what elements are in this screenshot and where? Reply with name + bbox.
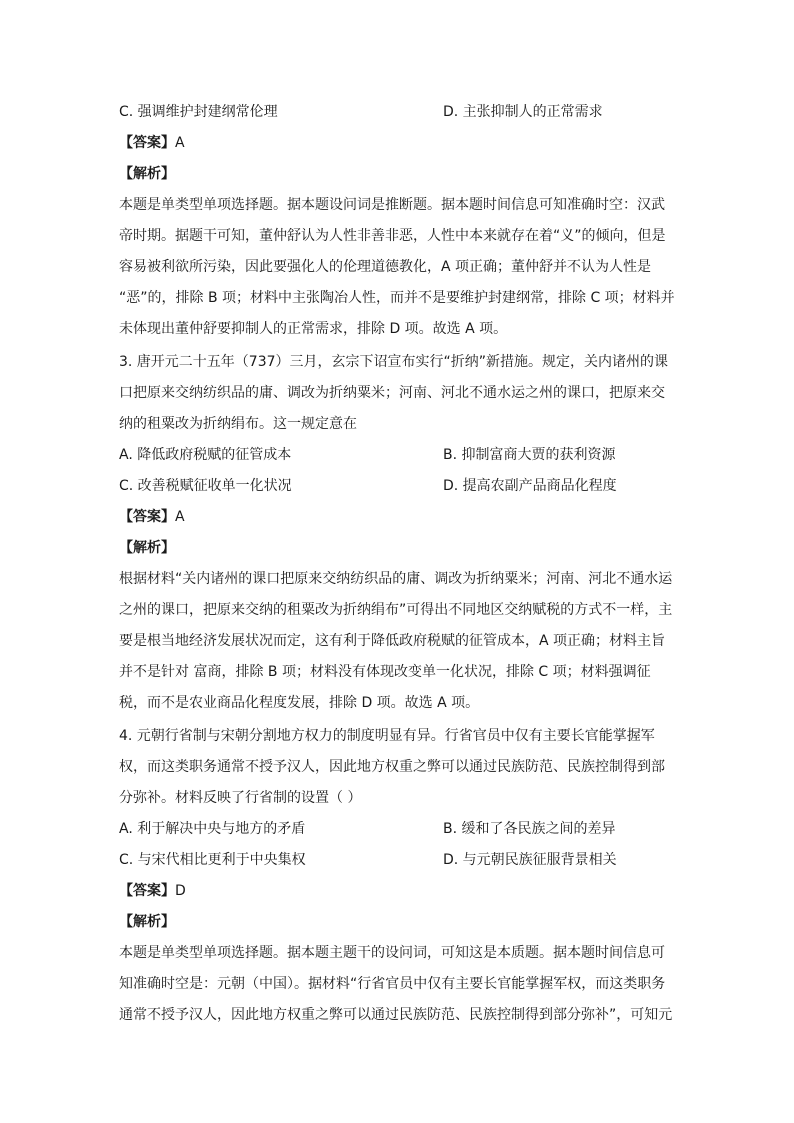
q3-answer — [119, 507, 185, 527]
q3-stem-line: 3. 唐开元二十五年（737）三月，玄宗下诏宣布实行“折纳”新措施。规定，关内诸州的课 — [119, 354, 669, 370]
answer-value: A — [175, 135, 185, 151]
q2-option-c: C. 强调维护封建纲常伦理 — [119, 104, 278, 120]
q4-analysis-label: 【解析】 — [119, 914, 175, 930]
q3-stem-line: 口把原来交纳纺织品的庸、调改为折纳粟米；河南、河北不通水运之州的课口，把原来交 — [119, 385, 665, 401]
q2-analysis-line: 帝时期。据题干可知，董仲舒认为人性非善非恶，人性中本来就存在着“义”的倾向，但是 — [119, 228, 666, 244]
q4-analysis-line: 本题是单类型单项选择题。据本题主题干的设问词，可知这是本质题。据本题时间信息可 — [119, 945, 665, 961]
answer-label: 【答案】 — [119, 883, 175, 899]
answer-value: A — [175, 509, 185, 525]
q3-analysis-line: 税，而不是农业商品化程度发展，排除 D 项。故选 A 项。 — [119, 695, 480, 711]
q2-answer — [119, 133, 185, 153]
q4-option-a: A. 利于解决中央与地方的矛盾 — [119, 821, 306, 837]
answer-value: D — [175, 883, 186, 899]
q4-option-d: D. 与元朝民族征服背景相关 — [443, 852, 617, 868]
q3-option-d: D. 提高农副产品商品化程度 — [443, 478, 617, 494]
q2-analysis-line: 未体现出董仲舒要抑制人的正常需求，排除 D 项。故选 A 项。 — [119, 321, 508, 337]
q4-option-b: B. 缓和了各民族之间的差异 — [443, 821, 616, 837]
q4-stem-line: 权，而这类职务通常不授予汉人，因此地方权重之弊可以通过民族防范、民族控制得到部 — [119, 759, 665, 775]
q4-option-c: C. 与宋代相比更利于中央集权 — [119, 852, 306, 868]
q4-analysis-line: 通常不授予汉人，因此地方权重之弊可以通过民族防范、民族控制得到部分弥补”，可知元 — [119, 1007, 673, 1023]
q2-analysis-label: 【解析】 — [119, 166, 175, 182]
q4-stem-line: 4. 元朝行省制与宋朝分割地方权力的制度明显有异。行省官员中仅有主要长官能掌握军 — [119, 728, 655, 744]
q2-analysis-line: 本题是单类型单项选择题。据本题设问词是推断题。据本题时间信息可知准确时空：汉武 — [119, 197, 665, 213]
q4-stem-line: 分弥补。材料反映了行省制的设置（ ） — [119, 790, 362, 806]
q3-analysis-line: 之州的课口，把原来交纳的租粟改为折纳绢布”可得出不同地区交纳赋税的方式不一样，主 — [119, 602, 673, 618]
q3-analysis-label: 【解析】 — [119, 540, 175, 556]
q3-analysis-line: 要是根当地经济发展状况而定，这有利于降低政府税赋的征管成本，A 项正确；材料主旨 — [119, 633, 666, 649]
q4-answer — [119, 881, 186, 901]
q3-analysis-line: 并不是针对 富商，排除 B 项；材料没有体现改变单一化状况，排除 C 项；材料强调征 — [119, 664, 651, 680]
q3-option-a: A. 降低政府税赋的征管成本 — [119, 447, 292, 463]
q3-analysis-line: 根据材料“关内诸州的课口把原来交纳纺织品的庸、调改为折纳粟米；河南、河北不通水运 — [119, 571, 673, 587]
q4-analysis-line: 知准确时空是：元朝（中国）。据材料“行省官员中仅有主要长官能掌握军权，而这类职务 — [119, 976, 666, 992]
q3-option-c: C. 改善税赋征收单一化状况 — [119, 478, 292, 494]
q3-stem-line: 纳的租粟改为折纳绢布。这一规定意在 — [119, 416, 357, 432]
answer-label: 【答案】 — [119, 135, 175, 151]
q3-option-b: B. 抑制富商大贾的获利资源 — [443, 447, 616, 463]
answer-label: 【答案】 — [119, 509, 175, 525]
q2-analysis-line: 容易被利欲所污染，因此要强化人的伦理道德教化，A 项正确；董仲舒并不认为人性是 — [119, 259, 652, 275]
q2-option-d: D. 主张抑制人的正常需求 — [443, 104, 603, 120]
q2-analysis-line: “恶”的，排除 B 项；材料中主张陶冶人性，而并不是要维护封建纲常，排除 C 项；材料并 — [119, 290, 675, 306]
